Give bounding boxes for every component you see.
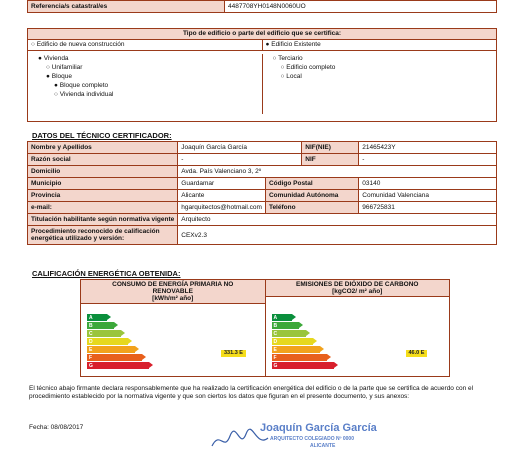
- tipo-edificio-box: [27, 28, 497, 122]
- rating-letter: G: [273, 362, 278, 369]
- rating-bar-g: [272, 362, 334, 369]
- rating-bar-a: [272, 314, 292, 321]
- tipo-left-list: [28, 54, 263, 114]
- stamp-line: ARQUITECTO COLEGIADO Nº 0000: [270, 436, 354, 442]
- razon-value: -: [178, 154, 302, 166]
- rating-letter: F: [89, 354, 93, 361]
- tecnico-table: [27, 141, 497, 245]
- rating-letter: B: [89, 322, 93, 329]
- domicilio-label: Domicilio: [28, 166, 178, 178]
- rating-bar-c: [272, 330, 306, 337]
- emisiones-panel: [266, 280, 450, 376]
- rating-bar-f: [87, 354, 142, 361]
- nif2-value: -: [359, 154, 497, 166]
- provincia-value: Alicante: [178, 190, 266, 202]
- tipo-left-item: ○ Unifamiliar: [46, 64, 83, 71]
- tipo-title: Tipo de edificio o parte del edificio que se certifica:: [28, 29, 496, 40]
- rating-letter: C: [273, 330, 278, 337]
- titulacion-value: Arquitecto: [178, 214, 497, 226]
- catastro-label: Referencia/s catastral/es: [28, 1, 225, 13]
- rating-letter: B: [273, 322, 278, 329]
- tipo-right-list: [263, 54, 497, 114]
- consumo-unit: [kWh/m² año]: [152, 295, 194, 302]
- proc-value: CEXv2.3: [178, 226, 497, 245]
- emisiones-head: EMISIONES DE DIÓXIDO DE CARBONO: [296, 281, 419, 288]
- consumo-head: CONSUMO DE ENERGÍA PRIMARIA NO RENOVABLE: [112, 281, 234, 295]
- nif-label: NIF(NIE): [302, 142, 359, 154]
- catastro-table: [27, 0, 497, 13]
- tipo-right-item: ○ Local: [280, 73, 302, 80]
- fecha-text: Fecha: 08/08/2017: [29, 424, 84, 431]
- rating-letter: D: [89, 338, 93, 345]
- municipio-value: Guardamar: [178, 178, 266, 190]
- consumo-panel: [81, 280, 266, 376]
- rating-bar-c: [87, 330, 121, 337]
- email-label: e-mail:: [28, 202, 178, 214]
- rating-bar-d: [272, 338, 313, 345]
- nombre-value: Joaquín García García: [178, 142, 302, 154]
- rating-letter: C: [89, 330, 93, 337]
- domicilio-value: Avda. País Valenciano 3, 2º: [178, 166, 497, 178]
- catastro-value: 4487708YH0148N0060UO: [225, 1, 497, 13]
- rating-letter: E: [273, 346, 277, 353]
- rating-letter: A: [273, 314, 278, 321]
- tipo-left-item: ● Vivienda: [38, 55, 69, 62]
- calificacion-box: [80, 279, 450, 377]
- tecnico-title: DATOS DEL TÉCNICO CERTIFICADOR:: [32, 131, 172, 140]
- rating-letter: A: [89, 314, 93, 321]
- tipo-left-item: ○ Vivienda individual: [54, 91, 114, 98]
- nif-value: 21465423Y: [359, 142, 497, 154]
- stamp-name: Joaquín García García: [260, 422, 377, 434]
- cp-label: Código Postal: [265, 178, 358, 190]
- tel-label: Teléfono: [265, 202, 358, 214]
- option-existente: ● Edificio Existente: [265, 41, 321, 48]
- titulacion-label: Titulación habilitante según normativa vigente: [28, 214, 178, 226]
- stamp-city: ALICANTE: [310, 443, 336, 449]
- cp-value: 03140: [359, 178, 497, 190]
- tipo-left-item: ● Bloque: [46, 73, 72, 80]
- tipo-left-item: ● Bloque completo: [54, 82, 109, 89]
- consumo-score: 331.3 E: [221, 350, 246, 357]
- rating-letter: G: [89, 362, 93, 369]
- nombre-label: Nombre y Apellidos: [28, 142, 178, 154]
- emisiones-unit: [kgCO2/ m² año]: [332, 288, 383, 295]
- rating-bar-e: [87, 346, 135, 353]
- rating-letter: D: [273, 338, 278, 345]
- rating-bar-b: [272, 322, 299, 329]
- rating-bar-d: [87, 338, 128, 345]
- razon-label: Razón social: [28, 154, 178, 166]
- provincia-label: Provincia: [28, 190, 178, 202]
- nif2-label: NIF: [302, 154, 359, 166]
- proc-label: Procedimiento reconocido de calificación energética utilizado y versión:: [28, 226, 178, 245]
- rating-bar-f: [272, 354, 327, 361]
- rating-bar-e: [272, 346, 320, 353]
- rating-letter: F: [273, 354, 277, 361]
- email-value: hgarquitectos@hotmail.com: [178, 202, 266, 214]
- tipo-right-item: ○ Terciario: [272, 55, 303, 62]
- tel-value: 966725831: [359, 202, 497, 214]
- declaracion-text: El técnico abajo firmante declara responsablemente que ha realizado la certificación energética del edificio o de la parte que se certifica de acuerdo con el procedimiento establecido por la normativa vigente y que son ciertos los datos que figuran en el presente documento, y sus anexos:: [29, 385, 474, 400]
- rating-bar-a: [87, 314, 107, 321]
- rating-letter: E: [89, 346, 93, 353]
- emisiones-score: 46.0 E: [406, 350, 428, 357]
- signature-stamp: [210, 420, 410, 456]
- rating-bar-g: [87, 362, 149, 369]
- rating-bar-b: [87, 322, 114, 329]
- ca-label: Comunidad Autónoma: [265, 190, 358, 202]
- municipio-label: Municipio: [28, 178, 178, 190]
- ca-value: Comunidad Valenciana: [359, 190, 497, 202]
- calificacion-title: CALIFICACIÓN ENERGÉTICA OBTENIDA:: [32, 269, 181, 278]
- option-nueva: ○ Edificio de nueva construcción: [28, 40, 263, 50]
- tipo-right-item: ○ Edificio completo: [280, 64, 336, 71]
